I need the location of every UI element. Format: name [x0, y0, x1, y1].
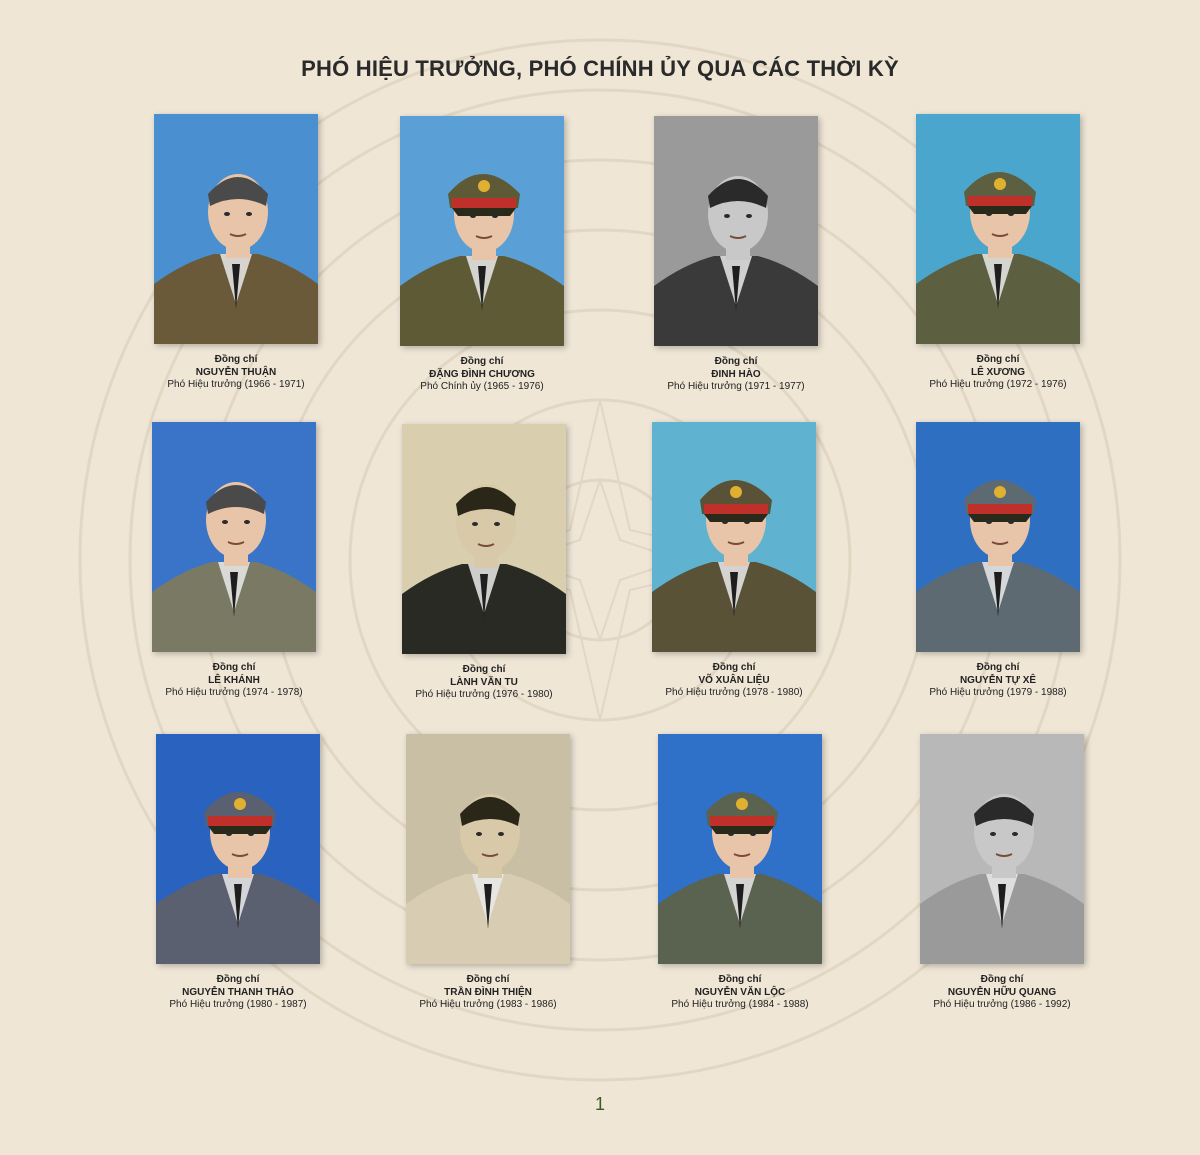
portrait-caption: [104, 662, 364, 700]
caption-role: Phó Hiệu trưởng (1980 - 1987): [169, 999, 307, 1010]
caption-name: VÕ XUÂN LIỆU: [698, 674, 770, 686]
portrait-card: [872, 734, 1132, 1012]
portrait-photo: [920, 734, 1084, 964]
caption-role: Phó Hiệu trưởng (1976 - 1980): [415, 689, 553, 700]
caption-label: Đồng chí: [212, 662, 256, 673]
portrait-caption: [354, 664, 614, 702]
page-title: PHÓ HIỆU TRƯỞNG, PHÓ CHÍNH ỦY QUA CÁC THỜI KỲ: [301, 56, 899, 81]
portrait-caption: [352, 356, 612, 394]
caption-role: Phó Hiệu trưởng (1979 - 1988): [929, 687, 1067, 698]
portrait-card: [868, 114, 1128, 392]
caption-role: Phó Hiệu trưởng (1974 - 1978): [165, 687, 303, 698]
caption-name: NGUYỄN VĂN LỘC: [694, 986, 786, 998]
portrait-caption: [610, 974, 870, 1012]
caption-role: Phó Hiệu trưởng (1966 - 1971): [167, 379, 305, 390]
caption-label: Đồng chí: [216, 974, 260, 985]
portrait-caption: [872, 974, 1132, 1012]
portrait-card: [606, 116, 866, 394]
caption-label: Đồng chí: [980, 974, 1024, 985]
portrait-photo: [152, 422, 316, 652]
portrait-card: [104, 422, 364, 700]
caption-name: LÀNH VĂN TU: [450, 676, 518, 688]
caption-label: Đồng chí: [718, 974, 762, 985]
portrait-card: [868, 422, 1128, 700]
caption-role: Phó Hiệu trưởng (1972 - 1976): [929, 379, 1067, 390]
caption-role: Phó Hiệu trưởng (1984 - 1988): [671, 999, 809, 1010]
portrait-card: [604, 422, 864, 700]
caption-name: NGUYỄN TỰ XÊ: [959, 674, 1037, 686]
caption-role: Phó Hiệu trưởng (1983 - 1986): [419, 999, 557, 1010]
caption-label: Đồng chí: [714, 356, 758, 367]
portrait-photo: [402, 424, 566, 654]
portrait-card: [106, 114, 366, 392]
caption-label: Đồng chí: [214, 354, 258, 365]
portrait-photo: [658, 734, 822, 964]
caption-name: TRẦN ĐÌNH THIỆN: [444, 986, 532, 998]
caption-role: Phó Hiệu trưởng (1978 - 1980): [665, 687, 803, 698]
caption-role: Phó Hiệu trưởng (1971 - 1977): [667, 381, 805, 392]
caption-label: Đồng chí: [976, 662, 1020, 673]
page-number: 1: [594, 1094, 605, 1114]
portrait-card: [352, 116, 612, 394]
caption-name: NGUYỄN THUẬN: [195, 366, 277, 378]
portrait-card: [358, 734, 618, 1012]
portrait-photo: [154, 114, 318, 344]
caption-label: Đồng chí: [460, 356, 504, 367]
caption-name: NGUYỄN HỮU QUANG: [947, 986, 1057, 998]
caption-role: Phó Hiệu trưởng (1986 - 1992): [933, 999, 1071, 1010]
caption-name: LÊ XƯƠNG: [970, 366, 1026, 378]
caption-label: Đồng chí: [712, 662, 756, 673]
portrait-photo: [916, 114, 1080, 344]
portrait-photo: [916, 422, 1080, 652]
caption-name: NGUYỄN THANH THẢO: [182, 986, 294, 998]
portrait-card: [354, 424, 614, 702]
portrait-photo: [406, 734, 570, 964]
caption-label: Đồng chí: [976, 354, 1020, 365]
caption-label: Đồng chí: [466, 974, 510, 985]
caption-name: ĐINH HÀO: [711, 368, 761, 380]
portrait-card: [610, 734, 870, 1012]
portrait-caption: [106, 354, 366, 392]
caption-label: Đồng chí: [462, 664, 506, 675]
portrait-photo: [156, 734, 320, 964]
portrait-caption: [606, 356, 866, 394]
caption-role: Phó Chính ủy (1965 - 1976): [420, 381, 544, 392]
portrait-photo: [400, 116, 564, 346]
portrait-caption: [604, 662, 864, 700]
portrait-caption: [108, 974, 368, 1012]
portrait-photo: [652, 422, 816, 652]
portrait-caption: [358, 974, 618, 1012]
caption-name: ĐẶNG ĐÌNH CHƯƠNG: [429, 368, 535, 380]
portrait-card: [108, 734, 368, 1012]
portrait-caption: [868, 354, 1128, 392]
portrait-caption: [868, 662, 1128, 700]
portrait-photo: [654, 116, 818, 346]
caption-name: LÊ KHÁNH: [208, 674, 260, 686]
